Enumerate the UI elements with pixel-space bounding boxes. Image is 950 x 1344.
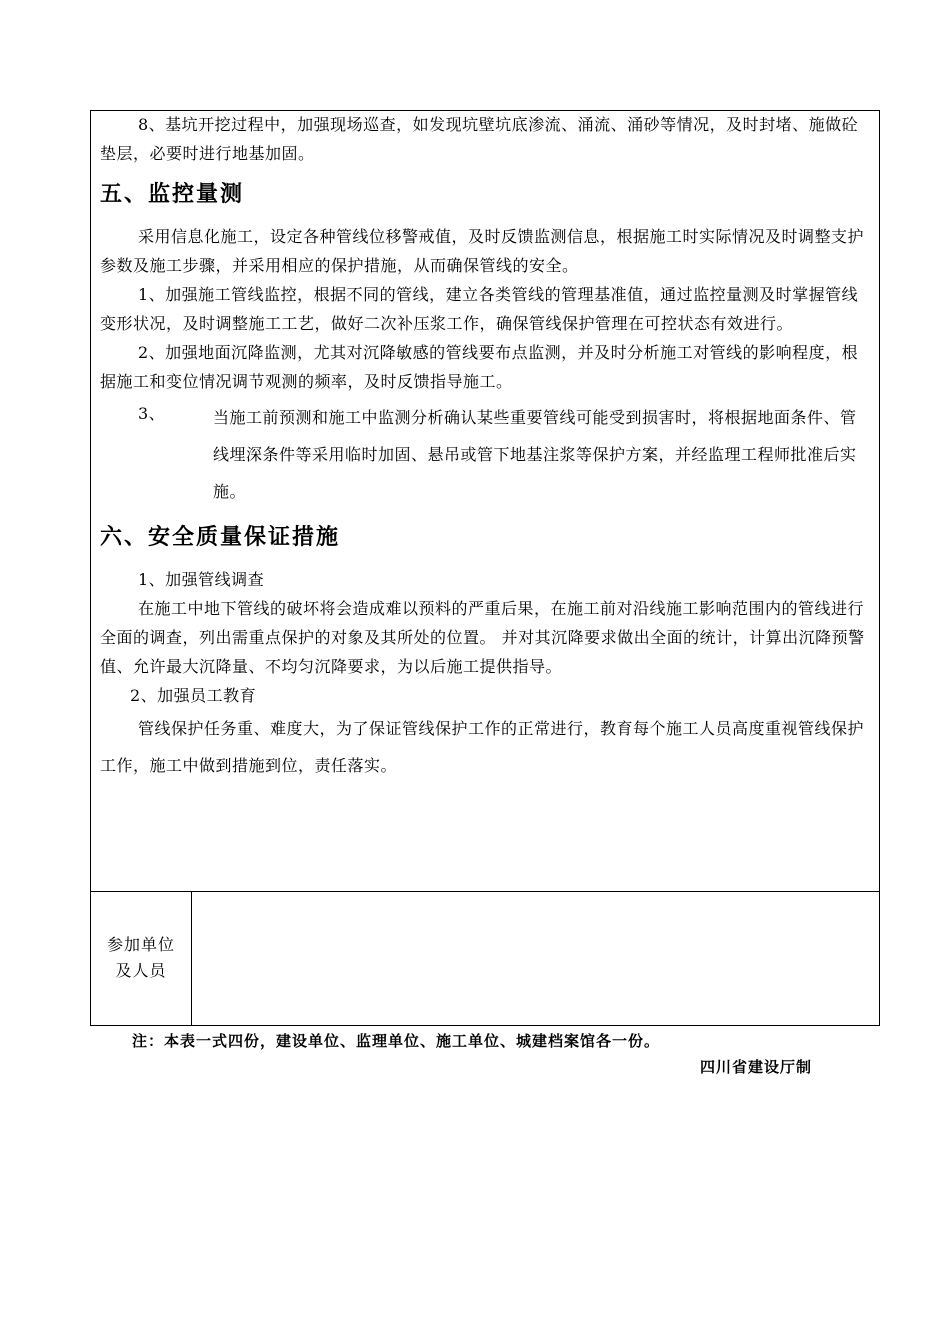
- section5-heading: 五、监控量测: [100, 182, 245, 207]
- top-paragraph: 8、基坑开挖过程中，加强现场巡查，如发现坑壁坑底渗流、涌流、涌砂等情况，及时封堵、施做砼垫层，必要时进行地基加固。: [100, 115, 859, 163]
- table-row-divider: [91, 891, 879, 892]
- footer-maker: 四川省建设厅制: [700, 1058, 813, 1076]
- section5-item2: 2、加强地面沉降监测，尤其对沉降敏感的管线要布点监测，并及时分析施工对管线的影响程度，根据施工和变位情况调节观测的频率，及时反馈指导施工。: [100, 343, 859, 391]
- document-body: [100, 110, 872, 784]
- section5-item3-text: 当施工前预测和施工中监测分析确认某些重要管线可能受到损害时，将根据地面条件、管线埋深条件等采用临时加固、悬吊或管下地基注浆等保护方案，并经监理工程师批准后实施。: [213, 408, 857, 501]
- section6-sub1-text: 在施工中地下管线的破坏将会造成难以预料的严重后果，在施工前对沿线施工影响范围内的管线进行全面的调查，列出需重点保护的对象及其所处的位置。 并对其沉降要求做出全面的统计，计算出沉降预警值、允许最大沉降量、不均匀沉降要求，为以后施工提供指导。: [100, 599, 865, 676]
- participants-label-cell: [91, 891, 191, 1025]
- participants-label-line2: 及人员: [115, 961, 167, 980]
- section5-item1: 1、加强施工管线监控，根据不同的管线，建立各类管线的管理基准值，通过监控量测及时掌握管线变形状况，及时调整施工工艺，做好二次补压浆工作，确保管线保护管理在可控状态有效进行。: [100, 285, 859, 333]
- table-column-divider: [191, 891, 192, 1025]
- participants-label-line1: 参加单位: [106, 935, 175, 954]
- section5-intro: 采用信息化施工，设定各种管线位移警戒值，及时反馈监测信息，根据施工时实际情况及时调整支护参数及施工步骤，并采用相应的保护措施，从而确保管线的安全。: [100, 227, 865, 275]
- section6-sub2-text: 管线保护任务重、难度大，为了保证管线保护工作的正常进行，教育每个施工人员高度重视管线保护工作，施工中做到措施到位，责任落实。: [100, 719, 865, 775]
- section6-heading: 六、安全质量保证措施: [100, 525, 341, 550]
- section5-item3: [100, 399, 872, 510]
- footer-note: 注：本表一式四份，建设单位、监理单位、施工单位、城建档案馆各一份。: [132, 1032, 661, 1050]
- section6-sub2: 2、加强员工教育: [130, 686, 257, 705]
- section6-sub1: 1、加强管线调查: [138, 570, 265, 589]
- section5-item3-number: 3、: [138, 404, 166, 423]
